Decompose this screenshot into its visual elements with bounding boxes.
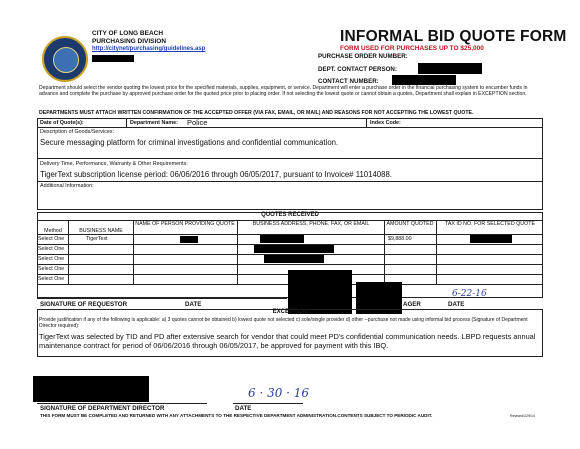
manager-signature-label: AGER <box>403 301 421 308</box>
director-date-handwritten: 6 · 30 · 16 <box>248 386 310 400</box>
amount-cell: $9,888.00 <box>388 236 412 242</box>
column-header-amount: AMOUNT QUOTED <box>386 221 434 227</box>
footer-note: THIS FORM MUST BE COMPLETED AND RETURNED WITH ANY ATTACHMENTS TO THE RESPECTIVE DEPARTMENT ADMINISTRATION.CONTENTS SUBJECT TO PERIODIC AUDIT. <box>40 413 433 418</box>
index-code-label: Index Code: <box>370 120 401 126</box>
manager-date-handwritten: 6-22-16 <box>452 289 487 299</box>
delivery-label: Delivery Time, Performance, Warranty & Other Requirements: <box>40 161 188 167</box>
division-name: PURCHASING DIVISION <box>92 38 167 45</box>
column-header-person: NAME OF PERSON PROVIDING QUOTE <box>135 221 235 227</box>
description-label: Description of Goods/Services: <box>40 129 115 135</box>
attachment-instruction: DEPARTMENTS MUST ATTACH WRITTEN CONFIRMATION OF THE ACCEPTED OFFER (VIA FAX, EMAIL, OR MAIL) AND REASONS FOR NOT ACCEPTING THE LOWEST QUOTE. <box>39 110 474 116</box>
signature-line <box>37 403 207 404</box>
department-name-value[interactable]: Police <box>187 118 208 127</box>
contact-number-label: CONTACT NUMBER: <box>318 78 379 85</box>
business-name-cell: TigerText <box>86 236 108 242</box>
redacted-director-signature <box>33 376 149 402</box>
divider <box>37 158 543 159</box>
method-select[interactable]: Select One <box>38 276 65 282</box>
delivery-value[interactable]: TigerText subscription license period: 06/06/2016 through 06/05/2017, pursuant to Invoice# 11014088. <box>40 170 392 179</box>
redacted-address <box>254 245 334 253</box>
city-name: CITY OF LONG BEACH <box>92 30 164 37</box>
director-signature-label: SIGNATURE OF DEPARTMENT DIRECTOR <box>40 405 165 412</box>
divider <box>37 181 543 182</box>
column-header-method: Method <box>44 228 62 234</box>
additional-info-label: Additional Information: <box>40 183 94 189</box>
divider <box>126 118 127 127</box>
column-header-address: BUSINESS ADDRESS, PHONE, FAX, OR EMAIL <box>252 221 370 227</box>
redacted-tax-id <box>470 235 512 243</box>
guidelines-link[interactable]: http://citynet/purchasing/guidelines.asp <box>92 46 206 52</box>
redacted-manager-block <box>288 270 352 314</box>
redacted-contact-person <box>418 63 482 74</box>
divider <box>37 127 543 128</box>
divider <box>384 220 385 284</box>
method-select[interactable]: Select One <box>38 266 65 272</box>
column-header-business: BUSINESS NAME <box>79 228 123 234</box>
divider <box>237 220 238 284</box>
redacted-contact-number <box>392 75 456 85</box>
divider <box>133 220 134 284</box>
quotes-section-title: QUOTES RECEIVED <box>261 212 319 218</box>
exception-instructions: Provide justification if any of the following is applicable: a) 3 quotes cannot be obtained b) lowest quote not selected c) sole/single provider d) other --purchase not made using informal bid process (Signature of Department Director required): <box>39 317 528 330</box>
form-subtitle: FORM USED FOR PURCHASES UP TO $25,000 <box>340 45 484 52</box>
divider <box>37 264 543 265</box>
divider <box>436 220 437 284</box>
method-select[interactable]: Select One <box>38 236 65 242</box>
redacted-address <box>264 255 324 263</box>
method-select[interactable]: Select One <box>38 246 65 252</box>
dept-contact-label: DEPT. CONTACT PERSON: <box>318 66 397 73</box>
revision-date: Revised1/29/14 <box>510 414 535 418</box>
column-header-tax-id: TAX ID NO. FOR SELECTED QUOTE <box>445 221 535 227</box>
manager-date-label: DATE <box>448 301 465 308</box>
exception-justification-text[interactable]: TigerText was selected by TID and PD after extensive search for vendor that could meet PD's confidential communication needs. LBPD requests annual maintenance contract for period of 06/06/2016 through 06/05/2017, be approved for payment with this IBQ. <box>39 332 536 350</box>
requestor-date-label: DATE <box>185 301 202 308</box>
method-select[interactable]: Select One <box>38 256 65 262</box>
redacted-person <box>180 236 198 243</box>
signature-line <box>37 298 287 299</box>
form-title: INFORMAL BID QUOTE FORM <box>340 28 567 45</box>
quote-date-label: Date of Quote(s): <box>40 120 84 126</box>
exception-title: EXCEPTION <box>272 309 308 315</box>
redacted-address <box>260 235 304 243</box>
requestor-signature-label: SIGNATURE OF REQUESTOR <box>40 301 128 308</box>
divider <box>366 118 367 127</box>
city-header <box>92 30 166 46</box>
signature-line <box>233 403 303 404</box>
po-number-label: PURCHASE ORDER NUMBER: <box>318 53 408 60</box>
city-seal-logo <box>42 36 88 82</box>
department-name-label: Department Name: <box>130 120 178 126</box>
director-date-label: DATE <box>235 405 252 412</box>
redacted-block <box>92 55 134 62</box>
intro-paragraph: Department should select the vendor quoting the lowest price for the specified materials, supplies, equipment, or service. Department will enter a purchase order in the financial purchasing system to encumber funds in advance and complete the purchase by approved purchase order for the quoted price prior to placing order. If not selecting the lowest quote or cannot obtain a quotes, Department shall explain in EXCEPTION section. <box>39 85 528 98</box>
description-value[interactable]: Secure messaging platform for criminal investigations and confidential communication. <box>40 138 339 147</box>
